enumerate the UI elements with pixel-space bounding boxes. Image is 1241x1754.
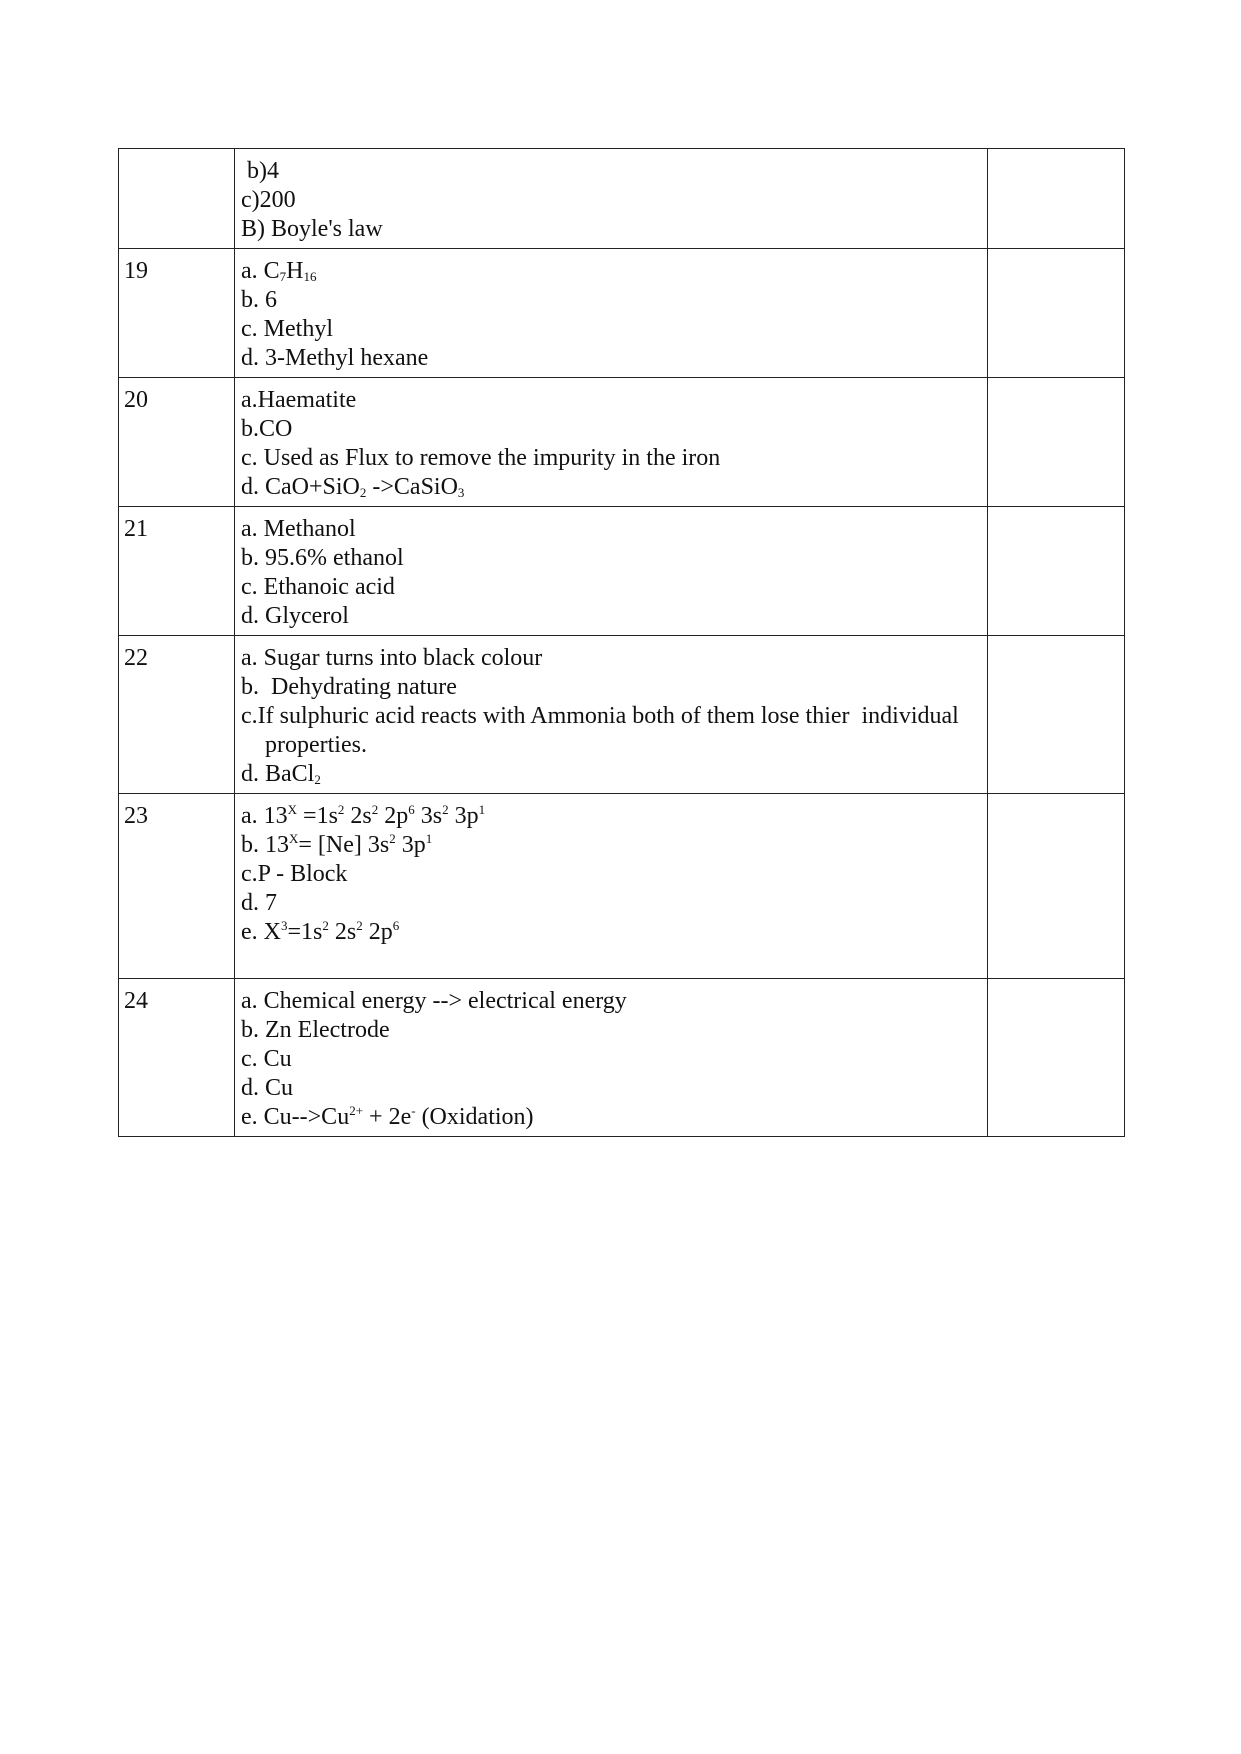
answer-line — [241, 602, 981, 631]
question-number: 23 — [119, 794, 235, 979]
question-number: 19 — [119, 249, 235, 378]
answer-row — [119, 249, 1125, 378]
answer-text: a. Chemical energy --> electrical energy — [241, 988, 627, 1014]
superscript: 2 — [442, 802, 449, 817]
answer-cell — [235, 507, 988, 636]
answer-text: d. CaO+SiO — [241, 474, 360, 500]
answer-cell — [235, 979, 988, 1137]
answer-row — [119, 794, 1125, 979]
marks-cell — [988, 249, 1125, 378]
superscript: X — [289, 831, 299, 846]
answer-line — [241, 573, 981, 602]
answer-text: a. Sugar turns into black colour — [241, 645, 543, 671]
answer-line — [241, 215, 981, 244]
answer-text: ->CaSiO — [366, 474, 458, 500]
answer-line — [241, 257, 981, 286]
marks-cell — [988, 979, 1125, 1137]
superscript: 2 — [356, 918, 363, 933]
answer-text: =1s — [287, 919, 323, 945]
answer-row — [119, 979, 1125, 1137]
answer-key-table — [118, 148, 1125, 1137]
answer-line — [241, 415, 981, 444]
answer-cell — [235, 378, 988, 507]
answer-row — [119, 507, 1125, 636]
answer-text: c. Used as Flux to remove the impurity in the iron — [241, 445, 721, 471]
subscript: 2 — [314, 772, 321, 787]
superscript: 2+ — [349, 1103, 364, 1118]
marks-cell — [988, 149, 1125, 249]
answer-cell — [235, 149, 988, 249]
answer-line — [241, 473, 981, 502]
answer-line — [241, 544, 981, 573]
answer-line — [241, 444, 981, 473]
answer-text: c)200 — [241, 187, 296, 213]
answer-line — [241, 1045, 981, 1074]
answer-text: e. Cu-->Cu — [241, 1104, 350, 1130]
answer-line — [241, 1074, 981, 1103]
answer-key-body — [119, 149, 1125, 1137]
answer-line — [241, 386, 981, 415]
answer-line — [241, 1016, 981, 1045]
answer-text: a.Haematite — [241, 387, 357, 413]
answer-line — [241, 802, 981, 831]
answer-text: b. Dehydrating nature — [241, 674, 457, 700]
answer-line — [241, 515, 981, 544]
answer-text: 3s — [414, 803, 443, 829]
superscript: 1 — [425, 831, 433, 846]
answer-cell — [235, 636, 988, 794]
answer-text: c. Ethanoic acid — [241, 574, 395, 600]
subscript: 16 — [303, 269, 317, 284]
answer-text: + 2e — [363, 1104, 412, 1130]
marks-cell — [988, 794, 1125, 979]
question-number: 22 — [119, 636, 235, 794]
answer-text: 2s — [328, 919, 357, 945]
answer-line — [241, 1103, 981, 1132]
superscript: 3 — [280, 918, 288, 933]
superscript: - — [411, 1103, 416, 1118]
answer-line — [241, 702, 981, 760]
answer-text: d. Glycerol — [241, 603, 349, 629]
answer-text: 2p — [362, 919, 393, 945]
answer-text: a. 13 — [241, 803, 288, 829]
answer-cell — [235, 794, 988, 979]
answer-text: b. 6 — [241, 287, 277, 313]
answer-text: c. Methyl — [241, 316, 333, 342]
answer-text: d. 7 — [241, 890, 277, 916]
superscript: X — [287, 802, 298, 817]
question-number — [119, 149, 235, 249]
superscript: 2 — [371, 802, 379, 817]
answer-text: H — [286, 258, 304, 284]
answer-text: b. 95.6% ethanol — [241, 545, 404, 571]
marks-cell — [988, 636, 1125, 794]
superscript: 2 — [389, 831, 396, 846]
superscript: 2 — [337, 802, 345, 817]
answer-text: B) Boyle's law — [241, 216, 383, 242]
superscript: 6 — [408, 802, 415, 817]
answer-text: 3p — [395, 832, 426, 858]
answer-text: e. X — [241, 919, 281, 945]
answer-text: 2p — [378, 803, 409, 829]
answer-text: b)4 — [241, 158, 279, 184]
answer-text: b. 13 — [241, 832, 289, 858]
answer-line — [241, 918, 981, 947]
answer-text: (Oxidation) — [415, 1104, 534, 1130]
subscript: 2 — [359, 485, 367, 500]
answer-text: 2s — [344, 803, 372, 829]
answer-row — [119, 636, 1125, 794]
question-number: 21 — [119, 507, 235, 636]
superscript: 2 — [322, 918, 329, 933]
answer-line — [241, 315, 981, 344]
superscript: 1 — [478, 802, 486, 817]
answer-text: c.If sulphuric acid reacts with Ammonia both of them lose thier individual properties. — [241, 703, 965, 758]
subscript: 3 — [457, 485, 465, 500]
answer-line — [241, 889, 981, 918]
answer-line — [241, 860, 981, 889]
answer-text: c.P - Block — [241, 861, 348, 887]
marks-cell — [988, 507, 1125, 636]
answer-text: a. Methanol — [241, 516, 356, 542]
question-number: 24 — [119, 979, 235, 1137]
answer-cell — [235, 249, 988, 378]
answer-text: a. C — [241, 258, 280, 284]
answer-text: d. BaCl — [241, 761, 315, 787]
answer-text: c. Cu — [241, 1046, 292, 1072]
answer-text: = [Ne] 3s — [298, 832, 390, 858]
answer-line — [241, 286, 981, 315]
answer-text: b.CO — [241, 416, 293, 442]
answer-text: =1s — [297, 803, 338, 829]
answer-line — [241, 987, 981, 1016]
answer-line — [241, 644, 981, 673]
answer-text: 3p — [448, 803, 479, 829]
answer-line — [241, 186, 981, 215]
marks-cell — [988, 378, 1125, 507]
answer-line — [241, 344, 981, 373]
subscript: 7 — [279, 269, 287, 284]
answer-line — [241, 157, 981, 186]
answer-text: d. Cu — [241, 1075, 294, 1101]
answer-line — [241, 760, 981, 789]
answer-text: b. Zn Electrode — [241, 1017, 390, 1043]
answer-line — [241, 673, 981, 702]
answer-row — [119, 378, 1125, 507]
answer-line — [241, 831, 981, 860]
superscript: 6 — [392, 918, 400, 933]
question-number: 20 — [119, 378, 235, 507]
answer-text: d. 3-Methyl hexane — [241, 345, 429, 371]
answer-row — [119, 149, 1125, 249]
